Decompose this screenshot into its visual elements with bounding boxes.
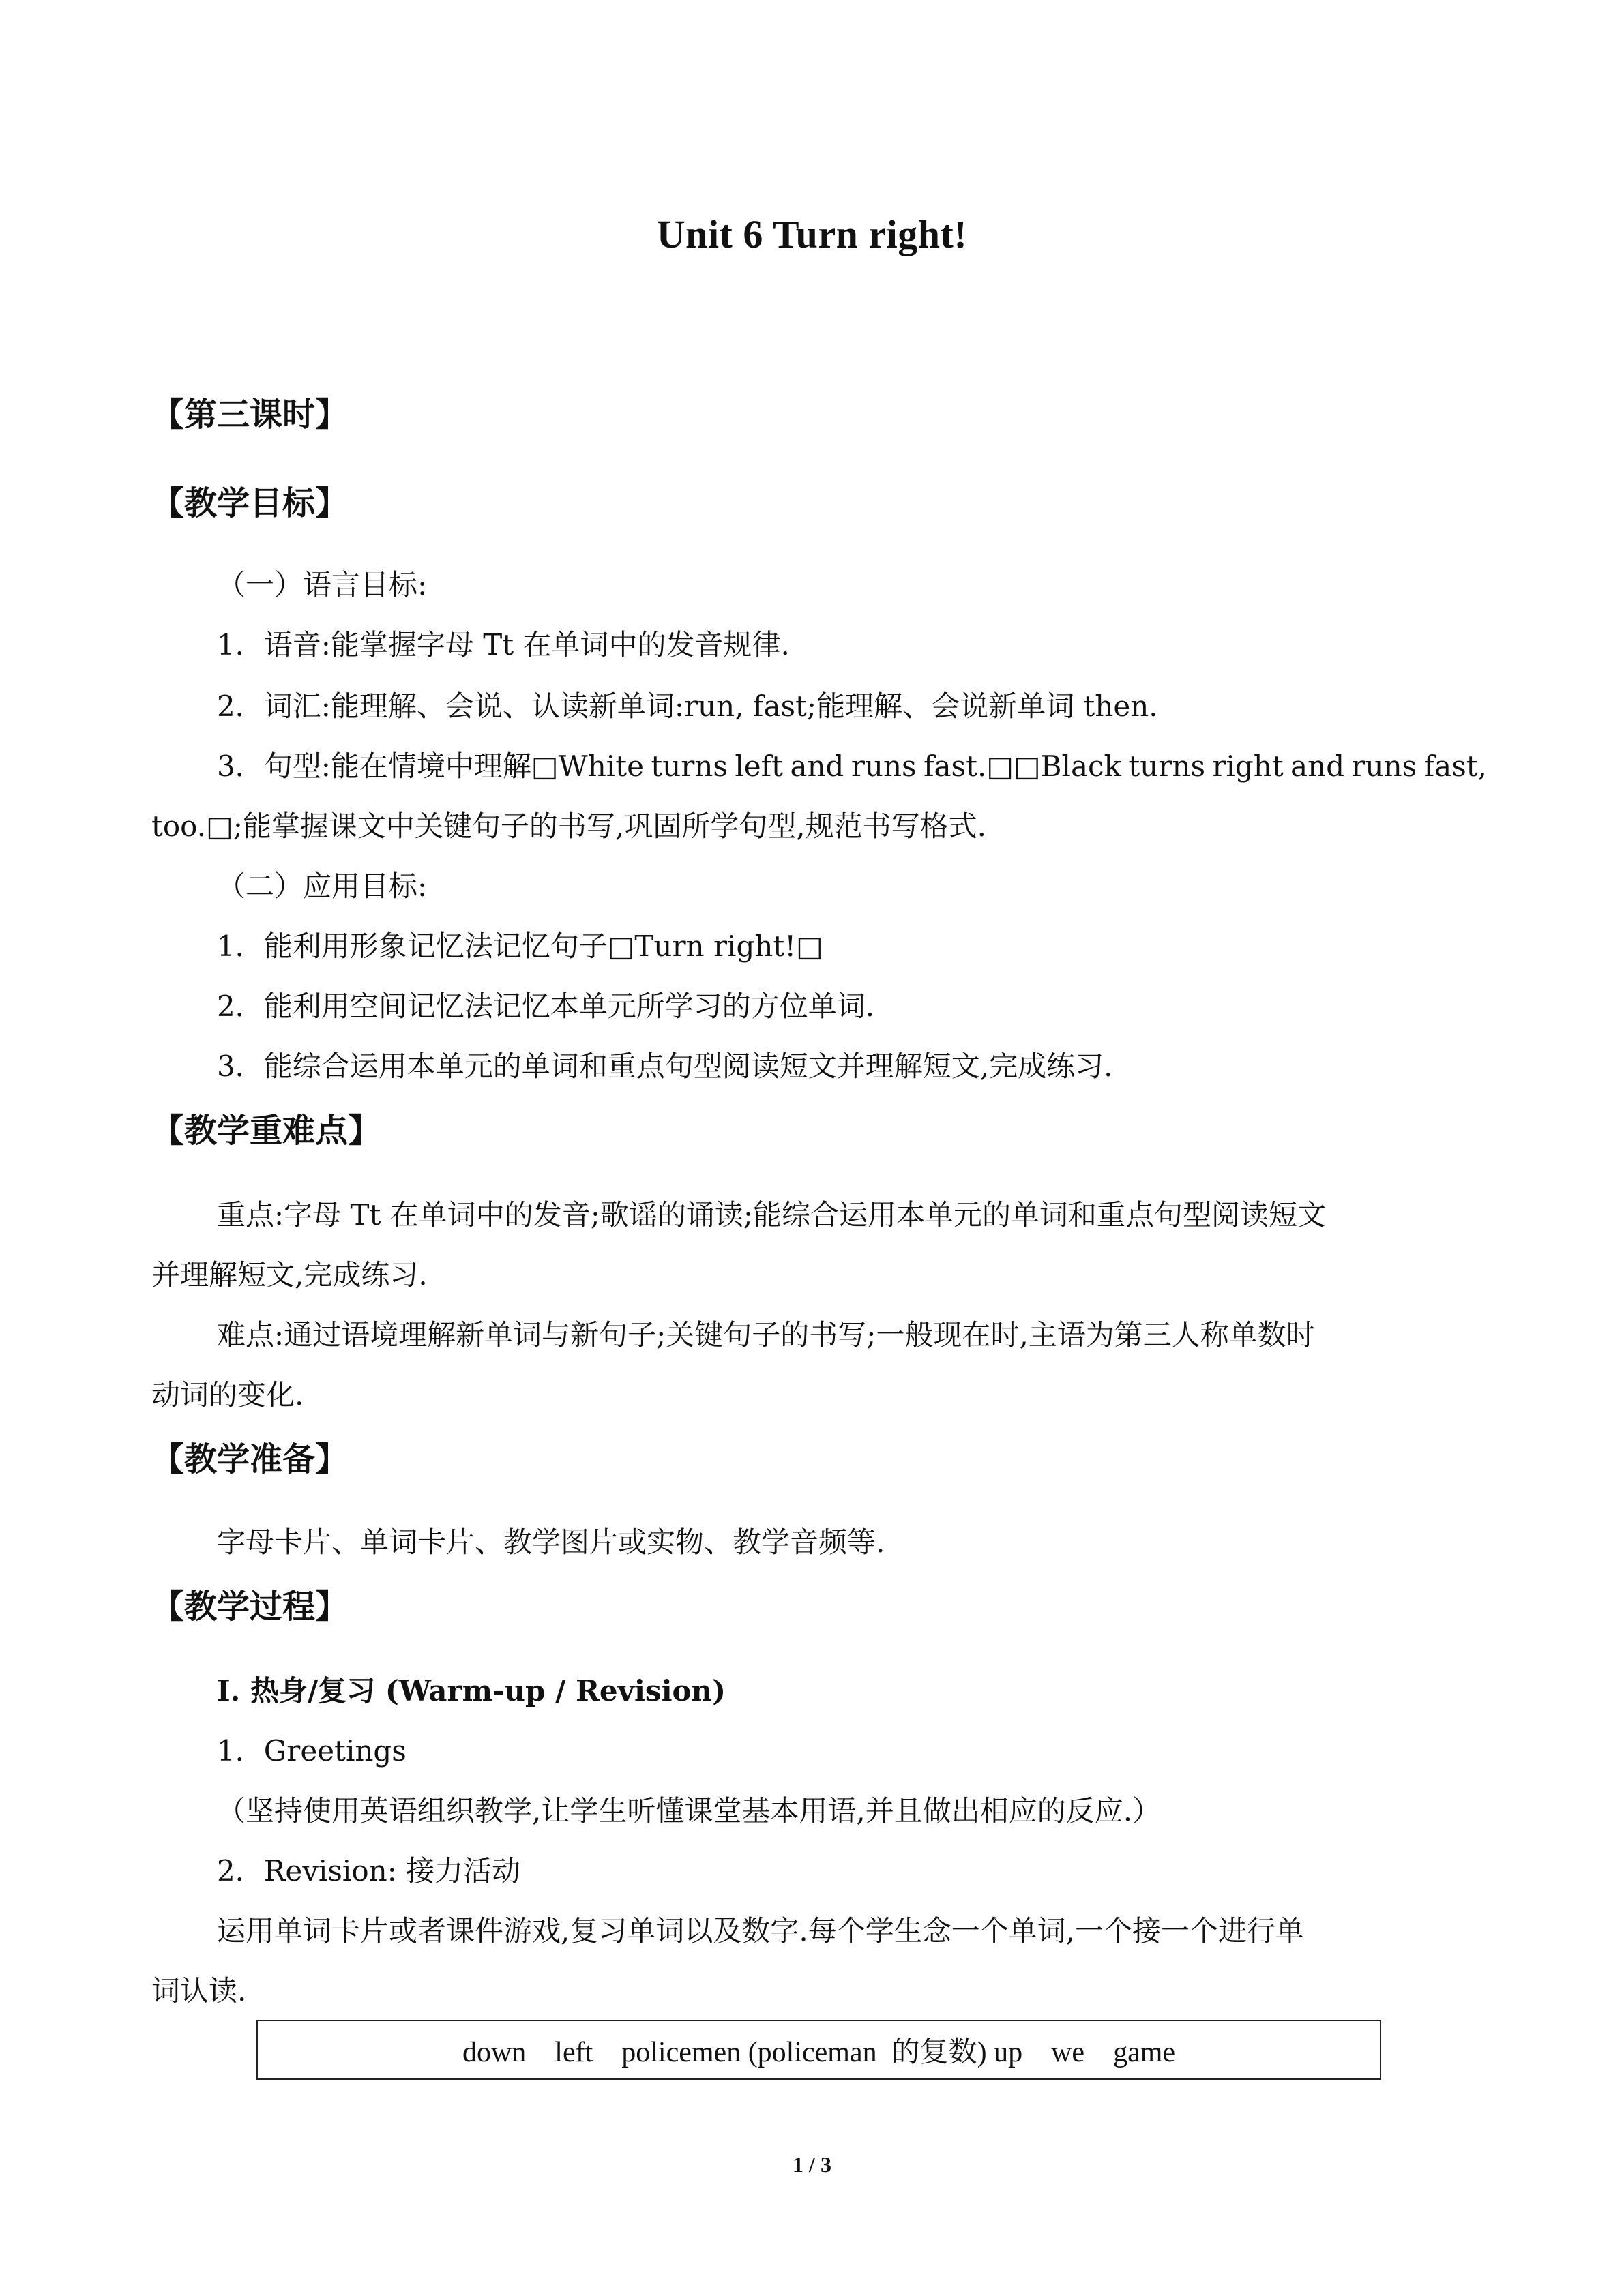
application-objectives-title: （二）应用目标:	[217, 869, 428, 903]
heading-period: 【第三课时】	[151, 396, 349, 434]
greetings-note: （坚持使用英语组织教学,让学生听懂课堂基本用语,并且做出相应的反应.）	[217, 1794, 1162, 1828]
objective-sentence-part: fast,	[1423, 749, 1487, 783]
objective-sentence-part: runs	[1351, 749, 1417, 783]
document-title: Unit 6 Turn right!	[656, 212, 968, 256]
objective-sentence-part: left	[735, 749, 784, 783]
objective-sentence-part: turns	[651, 749, 728, 783]
preparation-text: 字母卡片、单词卡片、教学图片或实物、教学音频等.	[217, 1525, 885, 1559]
objective-vocabulary: 2．词汇:能理解、会说、认读新单词:run, fast;能理解、会说新单词 then.	[217, 689, 1158, 723]
heading-key-points: 【教学重难点】	[151, 1112, 381, 1150]
revision-item: 2．Revision: 接力活动	[217, 1854, 521, 1888]
language-objectives-title: （一）语言目标:	[217, 568, 428, 601]
vocabulary-words: down left policemen (policeman 的复数) up we game	[462, 2037, 1176, 2068]
greetings-item: 1．Greetings	[217, 1734, 407, 1768]
application-objective-2: 2．能利用空间记忆法记忆本单元所学习的方位单词.	[217, 989, 875, 1023]
heading-objectives: 【教学目标】	[151, 484, 349, 522]
revision-description: 运用单词卡片或者课件游戏,复习单词以及数字.每个学生念一个单词,一个接一个进行单	[217, 1914, 1305, 1948]
vocabulary-word-box	[256, 2020, 1381, 2080]
focus-text: 重点:字母 Tt 在单词中的发音;歌谣的诵读;能综合运用本单元的单词和重点句型阅读短文	[217, 1198, 1327, 1232]
objective-sentence-continued: too.□;能掌握课文中关键句子的书写,巩固所学句型,规范书写格式.	[151, 809, 986, 843]
heading-process: 【教学过程】	[151, 1587, 349, 1626]
difficulty-text: 难点:通过语境理解新单词与新句子;关键句子的书写;一般现在时,主语为第三人称单数时	[217, 1318, 1315, 1352]
revision-description-continued: 词认读.	[151, 1974, 247, 2008]
application-objective-1: 1．能利用形象记忆法记忆句子□Turn right!□	[217, 929, 823, 963]
focus-text-continued: 并理解短文,完成练习.	[151, 1258, 428, 1292]
page-number: 1 / 3	[793, 2152, 831, 2177]
difficulty-text-continued: 动词的变化.	[151, 1378, 304, 1412]
application-objective-3: 3．能综合运用本单元的单词和重点句型阅读短文并理解短文,完成练习.	[217, 1049, 1113, 1083]
objective-sentence-part: turns	[1128, 749, 1205, 783]
objective-sentence-part: 3．句型:能在情境中理解□White	[217, 749, 644, 783]
objective-sentence	[217, 747, 1487, 786]
objective-sentence-part: right	[1212, 749, 1284, 783]
objective-phonics: 1．语音:能掌握字母 Tt 在单词中的发音规律.	[217, 628, 790, 661]
objective-sentence-part: runs	[851, 749, 917, 783]
objective-sentence-part: fast.□□Black	[923, 749, 1121, 783]
objective-sentence-part: and	[790, 749, 844, 783]
objective-sentence-part: and	[1290, 749, 1345, 783]
warm-up-section-title: I. 热身/复习 (Warm-up / Revision)	[217, 1674, 726, 1708]
heading-preparation: 【教学准备】	[151, 1440, 349, 1478]
